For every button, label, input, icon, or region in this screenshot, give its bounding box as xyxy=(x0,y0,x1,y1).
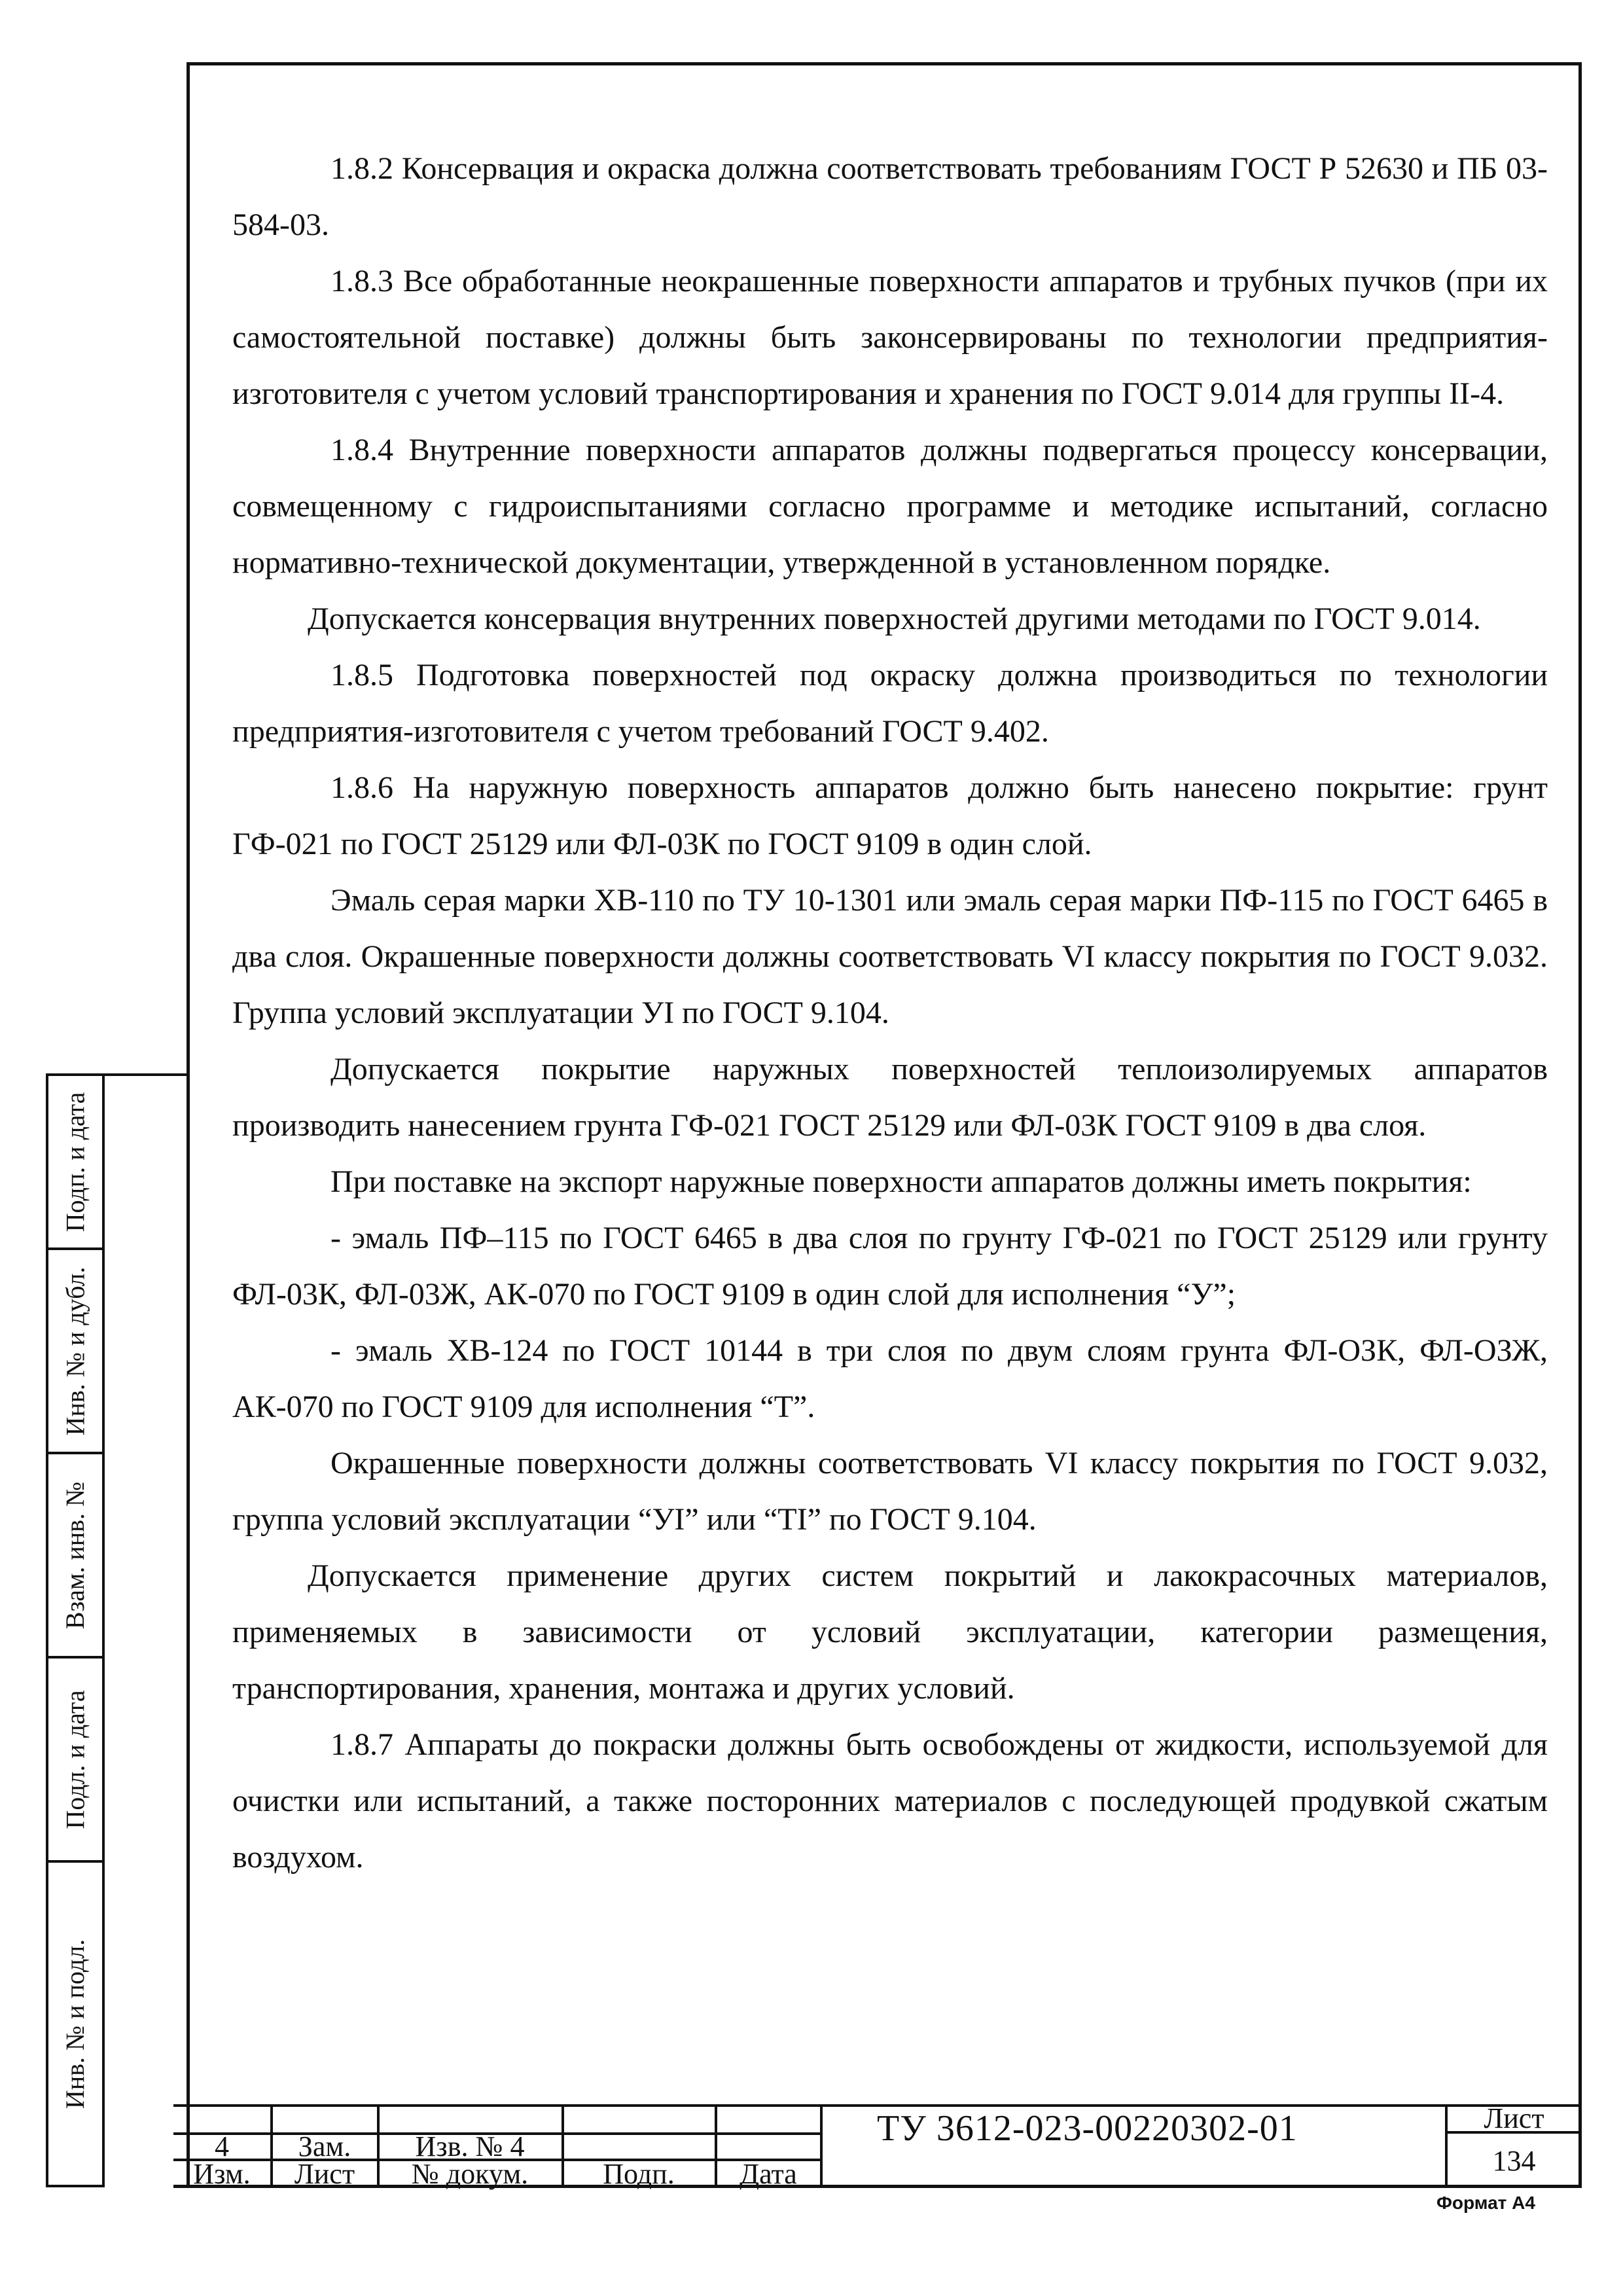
side-field-inv-dubl xyxy=(46,1247,105,1454)
side-label-podp-data-2: Подл. и дата xyxy=(60,1689,90,1829)
paragraph-1-8-6: 1.8.6 На наружную поверхность аппаратов должно быть нанесено покрытие: грунт ГФ-021 по ГОСТ 25129 или ФЛ-03К по ГОСТ 9109 в один слой. xyxy=(232,770,1548,861)
side-label-inv-dubl: Инв. № и дубл. xyxy=(60,1266,90,1435)
document-code: ТУ 3612-023-00220302-01 xyxy=(877,2108,1298,2149)
tb-r1-data xyxy=(716,2132,821,2160)
paragraph-export-t: - эмаль ХВ-124 по ГОСТ 10144 в три слоя по двум слоям грунта ФЛ-ОЗК, ФЛ-ОЗЖ, АК-070 по ГОСТ 9109 для исполнения “Т”. xyxy=(232,1333,1548,1424)
tb-sheet-number: 134 xyxy=(1492,2144,1536,2177)
paragraph-enamel-grey: Эмаль серая марки ХВ-110 по ТУ 10-1301 или эмаль серая марки ПФ-115 по ГОСТ 6465 в два слоя. Окрашенные поверхности должны соответствовать VI классу покрытия по ГОСТ 9.032. Группа условий эксплуатации УI по ГОСТ 9.104. xyxy=(232,883,1548,1030)
tb-r1-izm: 4 xyxy=(215,2130,229,2162)
paragraph-1-8-3: 1.8.3 Все обработанные неокрашенные поверхности аппаратов и трубных пучков (при их самостоятельной поставке) должны быть законсервированы по технологии предприятия-изготовителя с учетом условий транспортирования и хранения по ГОСТ 9.014 для группы II-4. xyxy=(232,264,1548,411)
side-col2-divider xyxy=(102,1073,105,2187)
tb-r2-list: Лист xyxy=(294,2158,355,2190)
document-body xyxy=(232,141,1548,1886)
side-label-inv-podl: Инв. № и подл. xyxy=(60,1939,90,2109)
side-label-podp-data-1: Подп. и дата xyxy=(60,1092,90,1232)
side-field-inv-podl xyxy=(46,1860,105,2187)
paragraph-painted-class: Окрашенные поверхности должны соответствовать VI классу покрытия по ГОСТ 9.032, группа условий эксплуатации “УI” или “ТI” по ГОСТ 9.104. xyxy=(232,1446,1548,1537)
tb-r2-izm: Изм. xyxy=(193,2158,251,2190)
tb-r1-doc: Изв. № 4 xyxy=(415,2130,525,2162)
paragraph-export: При поставке на экспорт наружные поверхности аппаратов должны иметь покрытия: xyxy=(330,1164,1472,1199)
format-label: Формат А4 xyxy=(1436,2193,1535,2213)
paragraph-other-systems: Допускается применение других систем покрытий и лакокрасочных материалов, применяемых в зависимости от условий эксплуатации, категории размещения, транспортирования, хранения, монтажа и других условий. xyxy=(232,1558,1548,1706)
paragraph-1-8-7: 1.8.7 Аппараты до покраски должны быть освобождены от жидкости, используемой для очистки или испытаний, а также посторонних материалов с последующей продувкой сжатым воздухом. xyxy=(232,1727,1548,1874)
side-field-podp-data-2 xyxy=(46,1656,105,1863)
tb-r2-data: Дата xyxy=(740,2158,797,2190)
tb-r2-podp: Подп. xyxy=(603,2158,675,2190)
tb-sheet-label: Лист xyxy=(1484,2102,1544,2134)
paragraph-1-8-4: 1.8.4 Внутренние поверхности аппаратов должны подвергаться процессу консервации, совмещенному с гидроиспытаниями согласно программе и методике испытаний, согласно нормативно-технической документации, утвержденной в установленном порядке. xyxy=(232,433,1548,580)
paragraph-insulated-coating: Допускается покрытие наружных поверхностей теплоизолируемых аппаратов производить нанесением грунта ГФ-021 ГОСТ 25129 или ФЛ-03К ГОСТ 9109 в два слоя. xyxy=(232,1052,1548,1143)
tb-r1-podp xyxy=(563,2132,715,2160)
side-label-vzam-inv: Взам. инв. № xyxy=(60,1481,90,1629)
paragraph-conservation-other: Допускается консервация внутренних поверхностей другими методами по ГОСТ 9.014. xyxy=(308,601,1481,636)
paragraph-export-u: - эмаль ПФ–115 по ГОСТ 6465 в два слоя по грунту ГФ-021 по ГОСТ 25129 или грунту ФЛ-03К, ФЛ-03Ж, АК-070 по ГОСТ 9109 в один слой для исполнения “У”; xyxy=(232,1221,1548,1312)
side-col2-top xyxy=(102,1073,187,1076)
side-field-vzam-inv xyxy=(46,1452,105,1659)
paragraph-1-8-2: 1.8.2 Консервация и окраска должна соответствовать требованиям ГОСТ Р 52630 и ПБ 03-584-03. xyxy=(232,151,1548,242)
tb-r2-doc: № докум. xyxy=(411,2158,529,2190)
tb-r1-list: Зам. xyxy=(298,2130,351,2162)
paragraph-1-8-5: 1.8.5 Подготовка поверхностей под окраску должна производиться по технологии предприятия-изготовителя с учетом требований ГОСТ 9.402. xyxy=(232,658,1548,749)
side-field-podp-data-1 xyxy=(46,1073,105,1250)
